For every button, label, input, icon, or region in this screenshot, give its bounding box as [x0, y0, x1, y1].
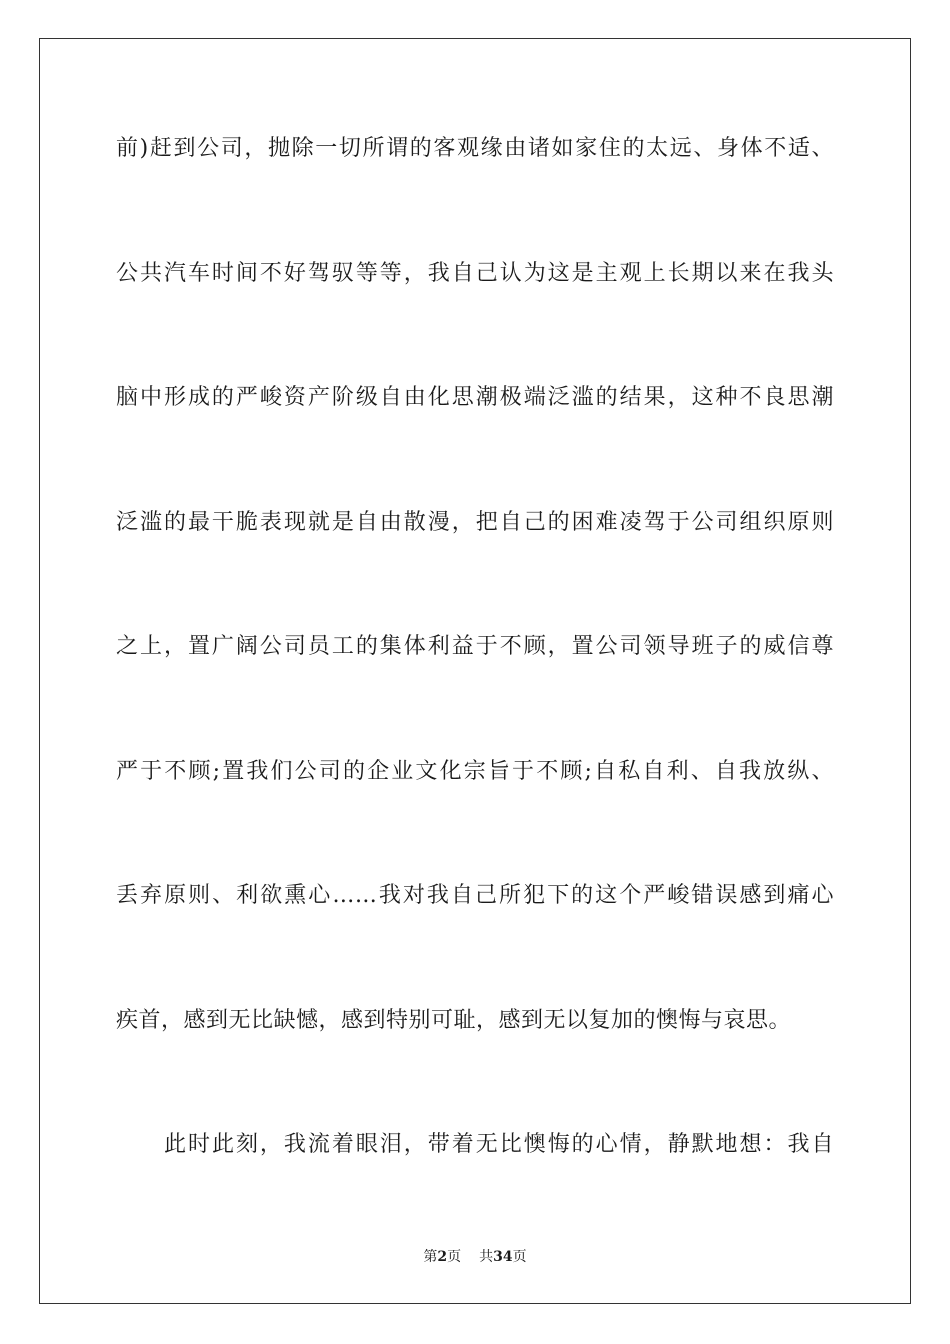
paragraph-start-line: 此时此刻，我流着眼泪，带着无比懊悔的心情，静默地想：我自	[164, 1132, 834, 1157]
text-line: 疾首，感到无比缺憾，感到特别可耻，感到无以复加的懊悔与哀思。	[116, 1007, 792, 1033]
text-line: 丢弃原则、利欲熏心……我对我自己所犯下的这个严峻错误感到痛心	[116, 883, 834, 908]
page-footer	[0, 1246, 950, 1266]
text-line: 公共汽车时间不好驾驭等等，我自己认为这是主观上长期以来在我头	[116, 260, 834, 286]
page-number: 2	[437, 1249, 448, 1265]
text-line: 泛滥的最干脆表现就是自由散漫，把自己的困难凌驾于公司组织原则	[116, 509, 834, 535]
text-line: 之上，置广阔公司员工的集体利益于不顾，置公司领导班子的威信尊	[116, 634, 834, 659]
total-pages: 34	[493, 1249, 513, 1265]
document-body	[116, 124, 856, 1245]
text-line: 严于不顾;置我们公司的企业文化宗旨于不顾;自私自利、自我放纵、	[116, 758, 834, 784]
text-line: 前)赶到公司，抛除一切所谓的客观缘由诸如家住的太远、身体不适、	[116, 136, 834, 161]
total-suffix: 页	[512, 1249, 527, 1265]
page-prefix: 第	[423, 1249, 438, 1265]
total-prefix: 共	[479, 1249, 494, 1265]
text-line: 脑中形成的严峻资产阶级自由化思潮极端泛滥的结果，这种不良思潮	[116, 385, 834, 410]
page-suffix: 页	[447, 1249, 462, 1265]
